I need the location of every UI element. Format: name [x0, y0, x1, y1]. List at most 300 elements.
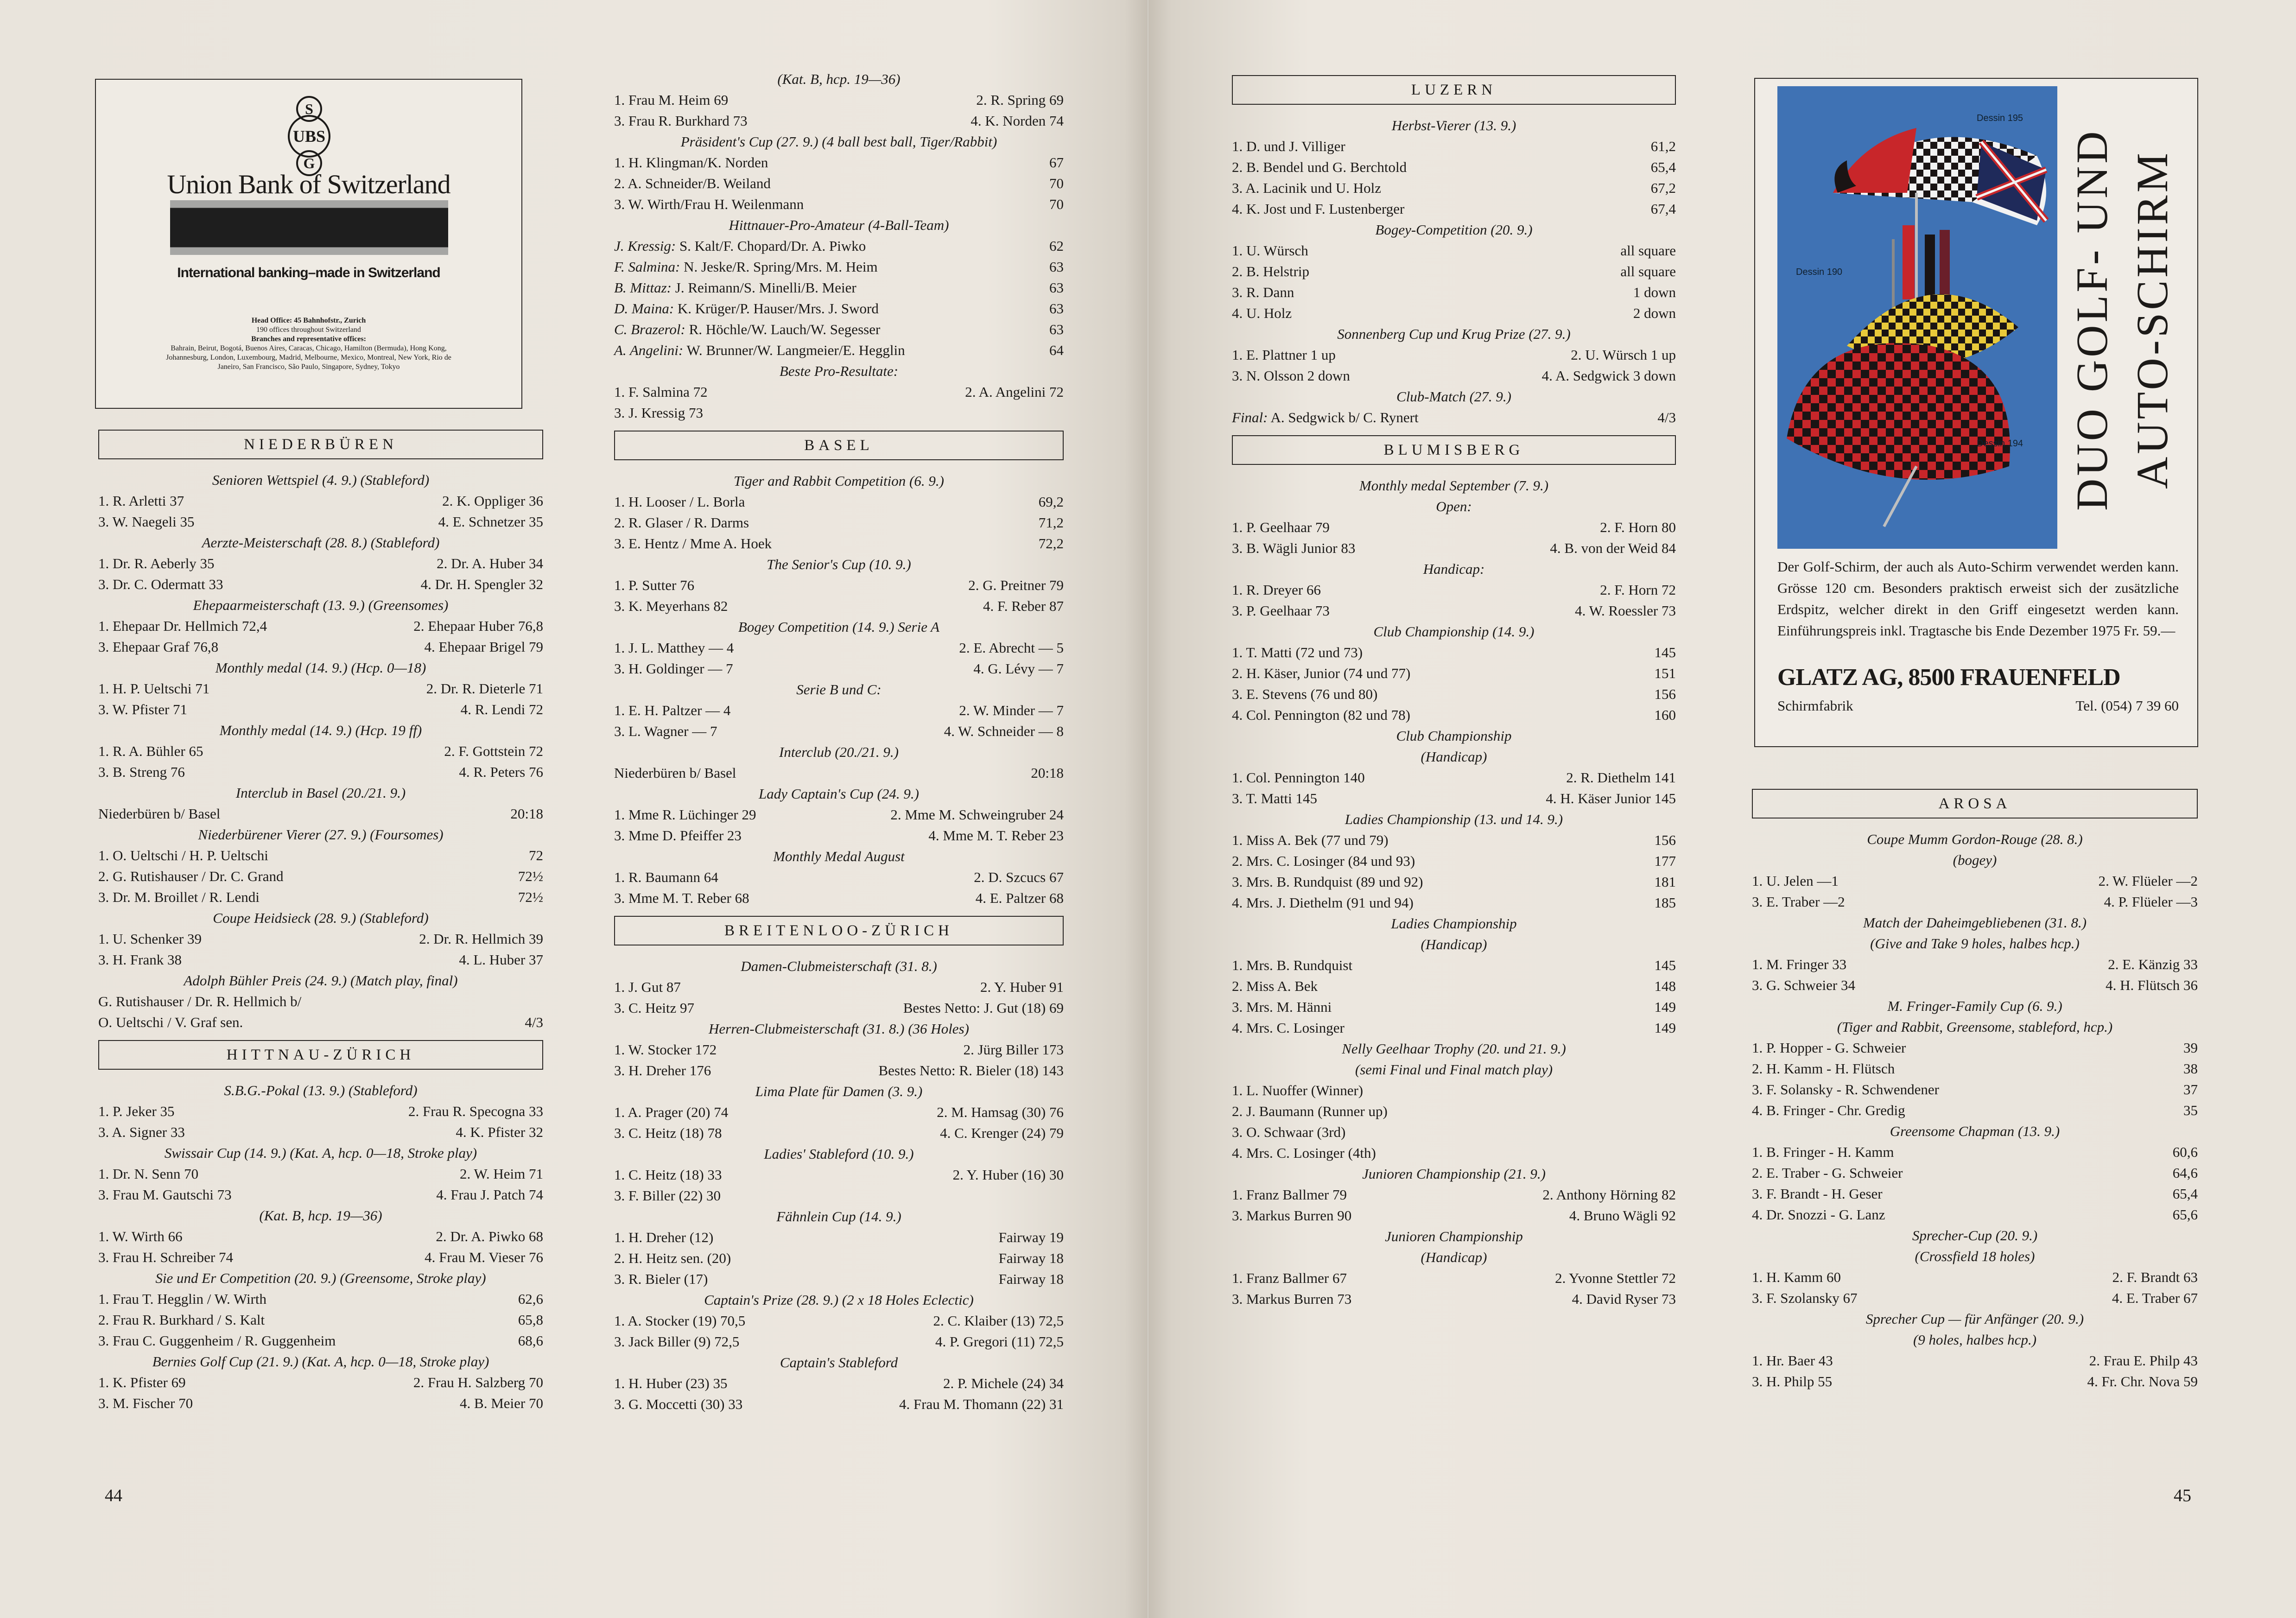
result-right: 4. E. Paltzer 68	[975, 890, 1064, 906]
result-left: 1. Hr. Baer 43	[1752, 1352, 1833, 1369]
result-left: 3. Frau R. Burkhard 73	[614, 113, 748, 129]
result-right: 2. Frau H. Salzberg 70	[413, 1374, 543, 1390]
result-row	[98, 928, 543, 949]
result-left: 3. R. Bieler (17)	[614, 1271, 708, 1287]
club-title: BASEL	[614, 431, 1064, 460]
result-row	[614, 700, 1064, 721]
event-heading: (Tiger and Rabbit, Greensome, stableford, hcp.)	[1837, 1019, 2113, 1035]
result-row	[614, 491, 1064, 512]
event-heading: Ehepaarmeisterschaft (13. 9.) (Greensomes)	[193, 597, 449, 613]
result-right: 4. Bruno Wägli 92	[1569, 1207, 1676, 1224]
event-heading: Monthly medal September (7. 9.)	[1359, 477, 1549, 494]
result-row	[98, 699, 543, 720]
result-row	[98, 553, 543, 574]
event-heading: Sprecher-Cup (20. 9.)	[1912, 1227, 2038, 1244]
result-right: 4. W. Roessler 73	[1575, 603, 1676, 619]
result-left: 1. R. Arletti 37	[98, 493, 184, 509]
result-right: 67	[1049, 154, 1064, 171]
result-row	[614, 1185, 1064, 1206]
event-heading: Sprecher Cup — für Anfänger (20. 9.)	[1865, 1311, 2084, 1327]
result-left: 1. R. A. Bühler 65	[98, 743, 203, 759]
result-row	[614, 804, 1064, 825]
result-left: 3. R. Dann	[1232, 284, 1294, 300]
result-row	[1232, 788, 1676, 809]
result-right: 2. Yvonne Stettler 72	[1555, 1270, 1676, 1286]
result-right: 4. P. Gregori (11) 72,5	[935, 1333, 1064, 1350]
event-heading: Open:	[1436, 498, 1472, 514]
result-row	[614, 381, 1064, 402]
result-right: 177	[1654, 853, 1676, 869]
event-heading: Bogey-Competition (20. 9.)	[1375, 222, 1533, 238]
result-right: 149	[1654, 999, 1676, 1015]
result-row	[98, 949, 543, 970]
event-heading: Coupe Heidsieck (28. 9.) (Stableford)	[213, 910, 429, 926]
result-right: 4. W. Schneider — 8	[944, 723, 1064, 739]
result-row	[98, 1163, 543, 1184]
result-row	[614, 867, 1064, 888]
result-right: 149	[1654, 1020, 1676, 1036]
event-heading: (9 holes, halbes hcp.)	[1913, 1332, 2037, 1348]
result-right: 4. B. Meier 70	[460, 1395, 543, 1411]
event-heading: Hittnauer-Pro-Amateur (4-Ball-Team)	[729, 217, 949, 233]
result-left: 1. Dr. N. Senn 70	[98, 1166, 199, 1182]
umbrella-title-line-1: DUO GOLF- UND	[2067, 128, 2117, 511]
team-names: S. Kalt/F. Chopard/Dr. A. Piwko	[679, 238, 866, 254]
result-left: 4. Col. Pennington (82 und 78)	[1232, 707, 1410, 723]
result-right: 2. M. Hamsag (30) 76	[937, 1104, 1064, 1120]
result-left	[1232, 407, 1419, 428]
result-right: 63	[1049, 279, 1064, 296]
club-section	[614, 69, 1064, 423]
event-heading: (Kat. B, hcp. 19—36)	[259, 1207, 382, 1224]
result-right: 72½	[518, 889, 543, 905]
result-left: 1. H. Klingman/K. Norden	[614, 154, 768, 171]
result-row	[1232, 704, 1676, 725]
result-left: 1. P. Hopper - G. Schweier	[1752, 1040, 1906, 1056]
result-row	[1232, 282, 1676, 303]
result-left: 1. A. Stocker (19) 70,5	[614, 1313, 746, 1329]
result-right: 4. R. Peters 76	[459, 764, 543, 780]
right-column-2	[1752, 783, 2198, 1399]
result-row	[1232, 850, 1676, 871]
page-number: 44	[105, 1486, 122, 1505]
event-heading: Captain's Prize (28. 9.) (2 x 18 Holes Eclectic)	[704, 1292, 974, 1308]
result-left	[614, 235, 866, 256]
result-right: 2. W. Flüeler —2	[2098, 873, 2198, 889]
result-right: 4. Dr. H. Spengler 32	[420, 576, 543, 592]
result-left: 2. G. Rutishauser / Dr. C. Grand	[98, 868, 284, 884]
result-right: 4. H. Käser Junior 145	[1546, 790, 1676, 806]
club-section	[1232, 75, 1676, 428]
result-right: Fairway 18	[998, 1271, 1064, 1287]
result-left: 3. Ehepaar Graf 76,8	[98, 639, 219, 655]
result-row	[614, 1060, 1064, 1081]
result-right: 2. E. Känzig 33	[2108, 956, 2198, 972]
result-row	[1232, 976, 1676, 996]
pro-name: A. Angelini:	[614, 342, 684, 358]
event-heading: The Senior's Cup (10. 9.)	[767, 556, 911, 572]
result-right: 4. K. Pfister 32	[456, 1124, 543, 1140]
result-left	[614, 298, 879, 319]
result-right: 4. Frau M. Vieser 76	[425, 1249, 543, 1265]
club-section	[1232, 435, 1676, 1309]
result-left: 3. F. Biller (22) 30	[614, 1187, 721, 1204]
result-right: 156	[1654, 686, 1676, 702]
result-left: 1. P. Jeker 35	[98, 1103, 175, 1119]
result-row	[1232, 344, 1676, 365]
result-left: Niederbüren b/ Basel	[98, 806, 221, 822]
ubs-branches-heading: Branches and representative offices:	[251, 335, 366, 343]
result-right: 2. F. Brandt 63	[2112, 1269, 2198, 1285]
firm-type: Schirmfabrik	[1777, 698, 1853, 714]
result-left: 3. Dr. C. Odermatt 33	[98, 576, 223, 592]
event-heading: Senioren Wettspiel (4. 9.) (Stableford)	[212, 472, 430, 488]
umbrella-illustration-icon	[1777, 86, 2057, 549]
result-row	[614, 658, 1064, 679]
result-left: 1. H. Dreher (12)	[614, 1229, 714, 1245]
result-row	[1232, 1101, 1676, 1122]
result-right: 35	[2183, 1102, 2198, 1118]
umbrella-advertisement	[1754, 78, 2198, 747]
firm-details	[1777, 698, 2179, 714]
result-row	[98, 1122, 543, 1142]
result-right: 4. David Ryser 73	[1572, 1291, 1676, 1307]
event-heading: Herren-Clubmeisterschaft (31. 8.) (36 Holes)	[709, 1021, 969, 1037]
event-heading: Greensome Chapman (13. 9.)	[1890, 1123, 2060, 1139]
result-right: 2. Dr. A. Piwko 68	[436, 1228, 543, 1244]
result-left: 1. Franz Ballmer 67	[1232, 1270, 1347, 1286]
result-left: 3. Markus Burren 73	[1232, 1291, 1352, 1307]
result-right: 151	[1654, 665, 1676, 681]
event-heading: (Kat. B, hcp. 19—36)	[777, 71, 901, 87]
result-right: 2. Dr. R. Dieterle 71	[426, 680, 543, 697]
team-names: K. Krüger/P. Hauser/Mrs. J. Sword	[677, 300, 879, 317]
result-right: 63	[1049, 259, 1064, 275]
result-right: 2. A. Angelini 72	[965, 384, 1064, 400]
page-number: 45	[2174, 1486, 2191, 1505]
result-right: 63	[1049, 321, 1064, 337]
pro-name: D. Maina:	[614, 300, 674, 317]
event-heading: Club-Match (27. 9.)	[1396, 388, 1511, 405]
firm-name: GLATZ AG, 8500 FRAUENFELD	[1777, 664, 2120, 691]
result-left: 3. Mrs. M. Hänni	[1232, 999, 1332, 1015]
event-heading: Herbst-Vierer (13. 9.)	[1391, 117, 1516, 133]
result-left: 3. A. Signer 33	[98, 1124, 185, 1140]
result-right: 2. E. Abrecht — 5	[959, 640, 1064, 656]
result-right: 72½	[518, 868, 543, 884]
event-heading: Junioren Championship	[1385, 1228, 1523, 1244]
result-row	[614, 977, 1064, 997]
result-row	[1752, 1079, 2198, 1100]
result-left: 1. J. L. Matthey — 4	[614, 640, 734, 656]
event-heading: Sonnenberg Cup und Krug Prize (27. 9.)	[1337, 326, 1571, 342]
result-right: all square	[1620, 242, 1676, 259]
event-heading: Swissair Cup (14. 9.) (Kat. A, hcp. 0—18, Stroke play)	[164, 1145, 477, 1161]
pro-name: F. Salmina:	[614, 259, 680, 275]
result-row	[98, 1247, 543, 1268]
result-left: 1. F. Salmina 72	[614, 384, 708, 400]
result-row	[1752, 1350, 2198, 1371]
result-left: 3. C. Heitz (18) 78	[614, 1125, 722, 1141]
result-row	[1232, 767, 1676, 788]
svg-text:UBS: UBS	[292, 127, 326, 146]
result-left: 3. Frau M. Gautschi 73	[98, 1187, 232, 1203]
right-column-1	[1232, 70, 1676, 1317]
result-left: 2. J. Baumann (Runner up)	[1232, 1103, 1388, 1119]
result-left: 1. U. Würsch	[1232, 242, 1308, 259]
result-left: 3. Mme M. T. Reber 68	[614, 890, 749, 906]
result-right: 2. W. Heim 71	[460, 1166, 543, 1182]
result-row	[1232, 1017, 1676, 1038]
result-right: 61,2	[1650, 138, 1676, 154]
result-left: 3. K. Meyerhans 82	[614, 598, 728, 614]
result-left	[614, 319, 880, 340]
umbrella-description: Der Golf-Schirm, der auch als Auto-Schirm verwendet werden kann. Grösse 120 cm. Besonders praktisch erweist sich der zusätzliche Erdspitz, welcher direkt in den Griff eingesetzt werden kann. Einführungspreis inkl. Tragtasche bis Ende Dezember 1975 Fr. 59.—	[1777, 558, 2179, 639]
event-heading: Monthly Medal August	[773, 848, 905, 864]
result-row	[1232, 261, 1676, 282]
result-row	[98, 866, 543, 887]
result-right: 156	[1654, 832, 1676, 848]
result-left: 1. Ehepaar Dr. Hellmich 72,4	[98, 618, 267, 634]
result-right: 72	[529, 847, 543, 863]
result-row	[614, 762, 1064, 783]
result-left: 3. F. Brandt - H. Geser	[1752, 1186, 1883, 1202]
result-left: 1. B. Fringer - H. Kamm	[1752, 1144, 1894, 1160]
event-heading: Nelly Geelhaar Trophy (20. und 21. 9.)	[1342, 1041, 1566, 1057]
result-right: 65,4	[1650, 159, 1676, 175]
event-heading: Bernies Golf Cup (21. 9.) (Kat. A, hcp. 0—18, Stroke play)	[152, 1353, 489, 1370]
result-left: 1. E. Plattner 1 up	[1232, 347, 1336, 363]
event-heading: Damen-Clubmeisterschaft (31. 8.)	[741, 958, 937, 974]
result-right: 4. C. Krenger (24) 79	[940, 1125, 1064, 1141]
left-column-1	[98, 424, 543, 1421]
result-right: 4. Fr. Chr. Nova 59	[2087, 1373, 2198, 1390]
result-right: 2. Anthony Hörning 82	[1542, 1187, 1676, 1203]
result-left: 1. U. Schenker 39	[98, 931, 202, 947]
result-row	[614, 256, 1064, 277]
result-right: 148	[1654, 978, 1676, 994]
event-heading: Handicap:	[1423, 561, 1485, 577]
result-left: 1. Dr. R. Aeberly 35	[98, 555, 215, 571]
result-left: 3. Markus Burren 90	[1232, 1207, 1352, 1224]
result-left: 3. P. Geelhaar 73	[1232, 603, 1330, 619]
result-left: 1. W. Stocker 172	[614, 1041, 717, 1058]
result-row	[614, 1269, 1064, 1289]
result-left: 1. K. Pfister 69	[98, 1374, 186, 1390]
result-row	[1232, 303, 1676, 324]
result-right: 2. Ehepaar Huber 76,8	[413, 618, 543, 634]
result-left: 2. A. Schneider/B. Weiland	[614, 175, 771, 191]
result-row	[1752, 1371, 2198, 1392]
result-row	[614, 596, 1064, 616]
club-title: AROSA	[1752, 789, 2198, 819]
result-left: 2. H. Käser, Junior (74 und 77)	[1232, 665, 1411, 681]
result-right: 67,2	[1650, 180, 1676, 196]
result-row	[614, 319, 1064, 340]
result-right: 4. H. Flütsch 36	[2106, 977, 2198, 993]
result-left: 3. Mrs. B. Rundquist (89 und 92)	[1232, 874, 1423, 890]
result-right: 2. F. Horn 80	[1600, 519, 1676, 535]
firm-phone: Tel. (054) 7 39 60	[2075, 698, 2179, 714]
result-left: 1. R. Dreyer 66	[1232, 582, 1321, 598]
result-row	[614, 1164, 1064, 1185]
event-heading: Match der Daheimgebliebenen (31. 8.)	[1863, 914, 2087, 931]
result-left: 4. K. Jost und F. Lustenberger	[1232, 201, 1405, 217]
result-row	[1232, 579, 1676, 600]
result-right: 64,6	[2172, 1165, 2198, 1181]
result-left: 1. Mrs. B. Rundquist	[1232, 957, 1353, 973]
event-heading: (Handicap)	[1421, 1249, 1487, 1265]
result-left: 3. H. Goldinger — 7	[614, 660, 733, 677]
result-left: 2. Mrs. C. Losinger (84 und 93)	[1232, 853, 1415, 869]
club-section	[1752, 789, 2198, 1392]
result-left: 2. H. Heitz sen. (20)	[614, 1250, 731, 1266]
result-row	[614, 512, 1064, 533]
event-heading: Monthly medal (14. 9.) (Hcp. 0—18)	[215, 660, 426, 676]
result-row	[98, 574, 543, 595]
event-heading: Bogey Competition (14. 9.) Serie A	[738, 619, 940, 635]
result-row	[98, 511, 543, 532]
result-row	[1232, 892, 1676, 913]
pro-name: C. Brazerol:	[614, 321, 685, 337]
result-row	[98, 1012, 543, 1033]
event-heading: (Give and Take 9 holes, halbes hcp.)	[1870, 935, 2080, 952]
result-left: 4. Mrs. C. Losinger (4th)	[1232, 1145, 1376, 1161]
result-right: 2. Y. Huber 91	[980, 979, 1064, 995]
result-row	[1752, 1183, 2198, 1204]
result-left: 4. Dr. Snozzi - G. Lanz	[1752, 1206, 1885, 1223]
result-left: 2. Frau R. Burkhard / S. Kalt	[98, 1312, 265, 1328]
result-left: 3. E. Stevens (76 und 80)	[1232, 686, 1378, 702]
result-right: 70	[1049, 175, 1064, 191]
result-left: 1. U. Jelen —1	[1752, 873, 1839, 889]
dessin-label: Dessin 195	[1977, 113, 2023, 123]
pro-name: J. Kressig:	[614, 238, 676, 254]
result-left: 3. Dr. M. Broillet / R. Lendi	[98, 889, 260, 905]
result-right: 2. F. Gottstein 72	[444, 743, 543, 759]
team-names: J. Reimann/S. Minelli/B. Meier	[675, 279, 856, 296]
left-column-2	[614, 69, 1064, 1422]
event-heading: (Handicap)	[1421, 749, 1487, 765]
result-right: 71,2	[1038, 514, 1064, 531]
result-row	[1752, 1058, 2198, 1079]
result-row	[1232, 1080, 1676, 1101]
event-heading: Präsident's Cup (27. 9.) (4 ball best ball, Tiger/Rabbit)	[680, 133, 997, 150]
result-row	[98, 803, 543, 824]
result-right: 4. Ehepaar Brigel 79	[424, 639, 543, 655]
event-heading: Adolph Bühler Preis (24. 9.) (Match play, final)	[184, 972, 458, 989]
club-section	[98, 430, 543, 1033]
ubs-advertisement	[95, 79, 522, 409]
result-right: 2. Frau E. Philp 43	[2089, 1352, 2198, 1369]
result-row	[614, 402, 1064, 423]
result-row	[614, 1248, 1064, 1269]
club-title: NIEDERBÜREN	[98, 430, 543, 459]
result-left: 3. G. Moccetti (30) 33	[614, 1396, 743, 1412]
result-right: Bestes Netto: R. Bieler (18) 143	[878, 1062, 1064, 1079]
result-row	[1232, 1184, 1676, 1205]
result-row	[98, 1393, 543, 1414]
result-right: 2. W. Minder — 7	[959, 702, 1064, 718]
result-right: 145	[1654, 644, 1676, 660]
result-row	[614, 1227, 1064, 1248]
team-names: N. Jeske/R. Spring/Mrs. M. Heim	[684, 259, 878, 275]
result-row	[98, 490, 543, 511]
result-right: 185	[1654, 895, 1676, 911]
result-right: 63	[1049, 300, 1064, 317]
result-row	[1232, 1205, 1676, 1226]
club-section	[98, 1040, 543, 1414]
result-left: 2. Miss A. Bek	[1232, 978, 1318, 994]
result-right: 2 down	[1633, 305, 1676, 321]
ubs-logo-icon	[278, 94, 341, 179]
ubs-offices-count: 190 offices throughout Switzerland	[256, 326, 361, 334]
result-row	[614, 1394, 1064, 1415]
event-heading: Club Championship	[1396, 728, 1512, 744]
result-left: 2. R. Glaser / R. Darms	[614, 514, 749, 531]
result-right: 2. Dr. R. Hellmich 39	[419, 931, 543, 947]
result-row	[1232, 178, 1676, 198]
result-row	[1752, 1142, 2198, 1162]
umbrella-title	[2062, 102, 2192, 538]
result-right: 160	[1654, 707, 1676, 723]
result-left: 4. B. Fringer - Chr. Gredig	[1752, 1102, 1905, 1118]
event-heading: Sie und Er Competition (20. 9.) (Greensome, Stroke play)	[155, 1270, 486, 1286]
result-left	[614, 277, 856, 298]
result-row	[98, 845, 543, 866]
result-row	[1232, 600, 1676, 621]
result-left: 1. H. Looser / L. Borla	[614, 494, 745, 510]
result-row	[614, 1310, 1064, 1331]
result-right: 2. P. Michele (24) 34	[943, 1375, 1064, 1391]
result-row	[1232, 642, 1676, 663]
result-row	[1232, 240, 1676, 261]
event-heading: (Handicap)	[1421, 936, 1487, 952]
result-right: 4. Mme M. T. Reber 23	[928, 827, 1064, 844]
result-right: 2. C. Klaiber (13) 72,5	[933, 1313, 1064, 1329]
event-heading: (semi Final und Final match play)	[1355, 1061, 1553, 1078]
result-right: 62	[1049, 238, 1064, 254]
right-page	[1148, 0, 2296, 1618]
result-row	[1232, 538, 1676, 558]
result-left: 4. Mrs. C. Losinger	[1232, 1020, 1345, 1036]
result-row	[1752, 954, 2198, 975]
event-heading: Niederbürener Vierer (27. 9.) (Foursomes)	[198, 826, 444, 843]
event-heading: Coupe Mumm Gordon-Rouge (28. 8.)	[1867, 831, 2083, 847]
result-right: 2. Y. Huber (16) 30	[952, 1167, 1064, 1183]
result-left: 3. Frau H. Schreiber 74	[98, 1249, 233, 1265]
result-row	[1232, 684, 1676, 704]
event-heading: Serie B und C:	[796, 681, 882, 698]
result-row	[1232, 1288, 1676, 1309]
result-left: O. Ueltschi / V. Graf sen.	[98, 1014, 243, 1030]
result-row	[1232, 1122, 1676, 1142]
result-left: 1. P. Sutter 76	[614, 577, 695, 593]
result-right: 2. G. Preitner 79	[968, 577, 1064, 593]
result-left: 1. D. und J. Villiger	[1232, 138, 1345, 154]
result-left: 1. Mme R. Lüchinger 29	[614, 806, 756, 823]
result-right: 65,8	[518, 1312, 543, 1328]
result-right: 4. E. Traber 67	[2112, 1290, 2198, 1306]
result-row	[614, 194, 1064, 215]
result-row	[1752, 975, 2198, 996]
result-right: 2. Dr. A. Huber 34	[437, 555, 543, 571]
club-section	[614, 431, 1064, 908]
result-right: 2. U. Würsch 1 up	[1571, 347, 1676, 363]
result-row	[98, 1184, 543, 1205]
result-row	[1752, 870, 2198, 891]
result-right: 4. E. Schnetzer 35	[438, 514, 543, 530]
